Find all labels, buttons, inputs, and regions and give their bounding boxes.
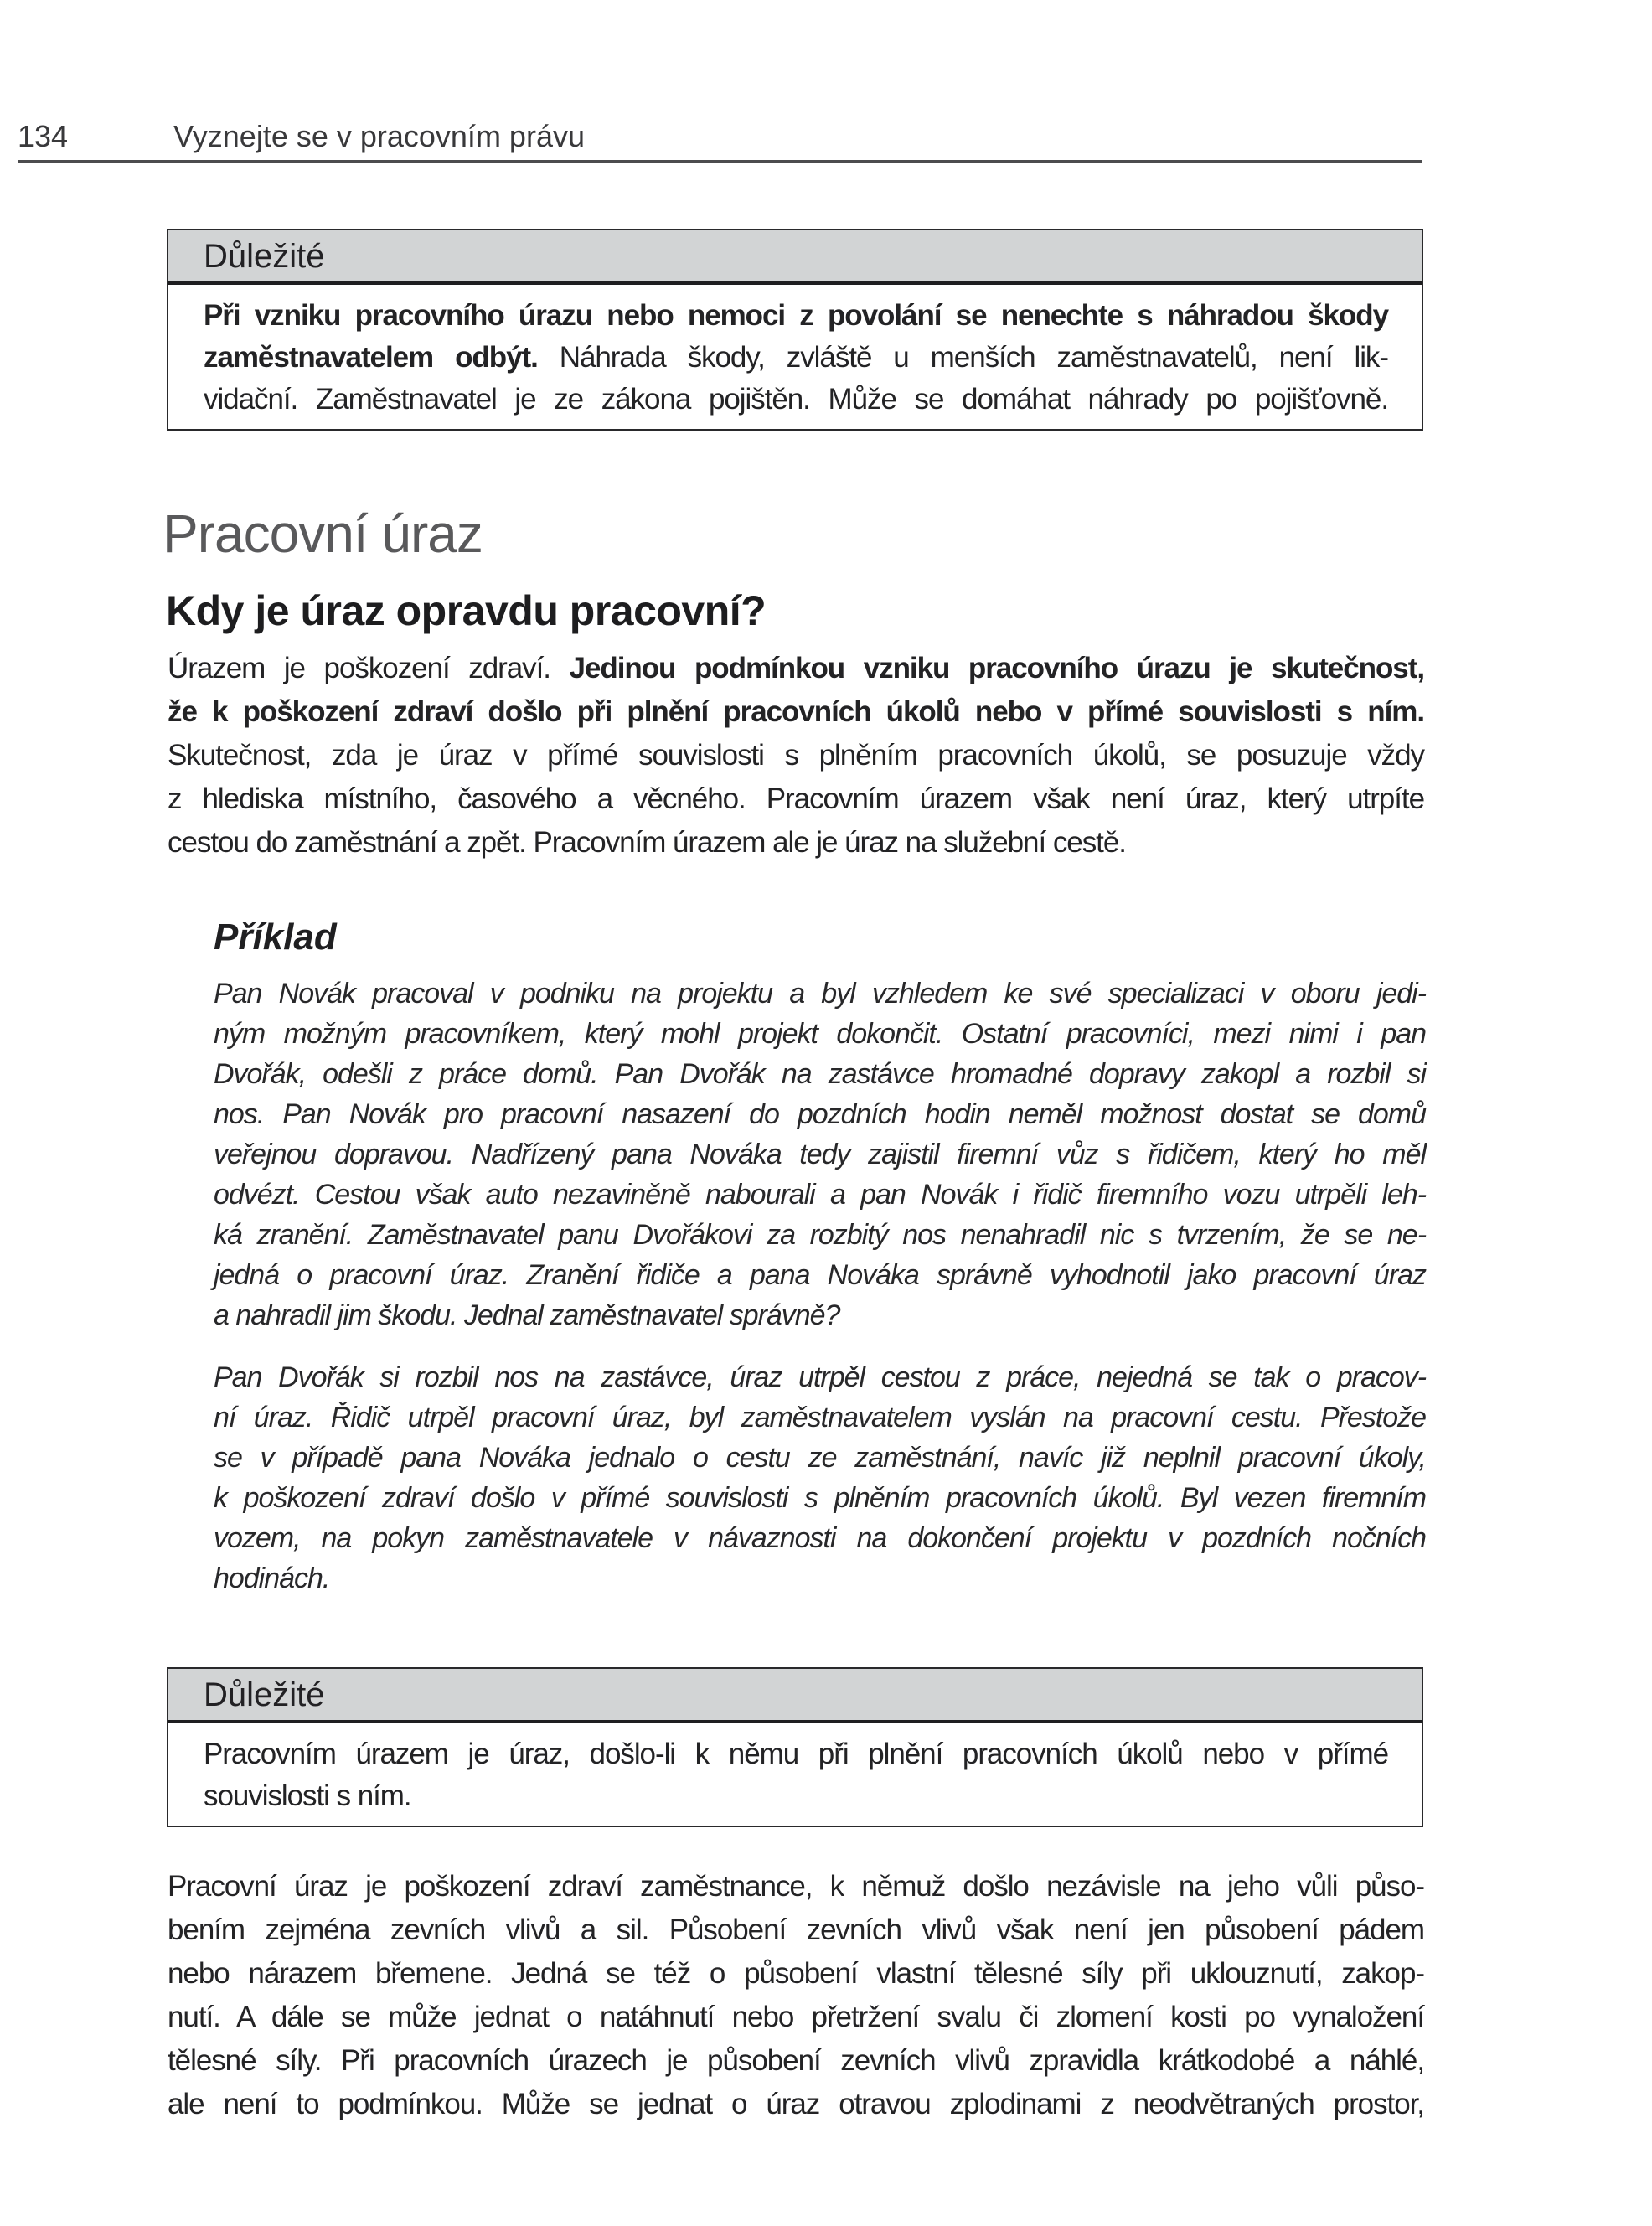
important-box-2 bbox=[167, 1667, 1423, 1827]
text-line: Pan Dvořák si rozbil nos na zastávce, úraz utrpěl cestou z práce, nejedná se tak o pracov- bbox=[214, 1361, 1426, 1393]
text-line: veřejnou dopravou. Nadřízený pana Nováka tedy zajistil firemní vůz s řidičem, který ho měl bbox=[214, 1139, 1426, 1170]
example-paragraph-1 bbox=[214, 974, 1426, 1335]
text-line: nebo nárazem břemene. Jedná se též o působení vlastní tělesné síly při uklouznutí, zakop- bbox=[168, 1957, 1424, 1990]
text-line: Dvořák, odešli z práce domů. Pan Dvořák na zastávce hromadné dopravy zakopl a rozbil si bbox=[214, 1058, 1426, 1090]
text-line: hodinách. bbox=[214, 1562, 330, 1594]
header-rule bbox=[18, 160, 1422, 163]
text-line: a nahradil jim škodu. Jednal zaměstnavatel správně? bbox=[214, 1299, 840, 1331]
text-line: Při vzniku pracovního úrazu nebo nemoci z povolání se nenechte s náhradou škody bbox=[204, 299, 1388, 332]
text-line: vozem, na pokyn zaměstnavatele v návaznosti na dokončení projektu v pozdních nočních bbox=[214, 1522, 1426, 1554]
example-section bbox=[214, 917, 1426, 1598]
text-line: tělesné síly. Při pracovních úrazech je působení zevních vlivů zpravidla krátkodobé a náhlé, bbox=[168, 2044, 1424, 2077]
text-line: nos. Pan Novák pro pracovní nasazení do pozdních hodin neměl možnost dostat se domů bbox=[214, 1098, 1426, 1130]
text-line: vidační. Zaměstnavatel je ze zákona pojištěn. Může se domáhat náhrady po pojišťovně. bbox=[204, 383, 1388, 416]
important-box-2-title: Důležité bbox=[168, 1669, 1422, 1723]
important-box-1-body bbox=[168, 285, 1422, 429]
text-line: z hlediska místního, časového a věcného. Pracovním úrazem však není úraz, který utrpíte bbox=[168, 782, 1424, 815]
page-number: 134 bbox=[18, 119, 69, 153]
important-box-1 bbox=[167, 229, 1423, 431]
text-line: jedná o pracovní úraz. Zranění řidiče a pana Nováka správně vyhodnotil jako pracovní úraz bbox=[214, 1259, 1426, 1291]
text-line: cestou do zaměstnání a zpět. Pracovním úrazem ale je úraz na služební cestě. bbox=[168, 826, 1126, 859]
running-head-title: Vyznejte se v pracovním právu bbox=[173, 119, 585, 153]
intro-paragraph bbox=[168, 647, 1424, 865]
important-box-1-title: Důležité bbox=[168, 230, 1422, 285]
example-paragraph-2 bbox=[214, 1357, 1426, 1598]
text-line: k poškození zdraví došlo v přímé souvislosti s plněním pracovních úkolů. Byl vezen firemním bbox=[214, 1482, 1426, 1514]
section-title: Pracovní úraz bbox=[163, 504, 483, 564]
text-line: Pan Novák pracoval v podniku na projektu a byl vzhledem ke své specializaci v oboru jedi- bbox=[214, 978, 1426, 1010]
running-head bbox=[18, 119, 1422, 154]
text-line: že k poškození zdraví došlo při plnění pracovních úkolů nebo v přímé souvislosti s ním. bbox=[168, 695, 1424, 728]
text-line: Pracovní úraz je poškození zdraví zaměstnance, k němuž došlo nezávisle na jeho vůli půso- bbox=[168, 1870, 1424, 1903]
text-line: odvézt. Cestou však auto nezaviněně nabourali a pan Novák i řidič firemního vozu utrpěli leh- bbox=[214, 1179, 1426, 1211]
text-line: ní úraz. Řidič utrpěl pracovní úraz, byl zaměstnavatelem vyslán na pracovní cestu. Přestože bbox=[214, 1402, 1426, 1433]
example-title: Příklad bbox=[214, 917, 337, 958]
important-box-2-body bbox=[168, 1723, 1422, 1826]
text-line: ale není to podmínkou. Může se jednat o úraz otravou zplodinami z neodvětraných prostor, bbox=[168, 2088, 1424, 2120]
text-line: souvislosti s ním. bbox=[204, 1779, 411, 1812]
text-line: bením zejména zevních vlivů a sil. Působení zevních vlivů však není jen působení pádem bbox=[168, 1914, 1424, 1946]
text-line: nutí. A dále se může jednat o natáhnutí nebo přetržení svalu či zlomení kosti po vynaložení bbox=[168, 2001, 1424, 2033]
text-line: Pracovním úrazem je úraz, došlo-li k němu při plnění pracovních úkolů nebo v přímé bbox=[204, 1738, 1388, 1770]
section-subtitle: Kdy je úraz opravdu pracovní? bbox=[166, 587, 767, 634]
text-line: zaměstnavatelem odbýt. Náhrada škody, zvláště u menších zaměstnavatelů, není lik- bbox=[204, 341, 1388, 374]
text-line: se v případě pana Nováka jednalo o cestu ze zaměstnání, navíc již neplnil pracovní úkoly, bbox=[214, 1442, 1426, 1474]
text-line: ká zranění. Zaměstnavatel panu Dvořákovi za rozbitý nos nenahradil nic s tvrzením, že se ne- bbox=[214, 1219, 1426, 1251]
closing-paragraph bbox=[168, 1865, 1424, 2126]
text-line: Úrazem je poškození zdraví. Jedinou podmínkou vzniku pracovního úrazu je skutečnost, bbox=[168, 652, 1424, 684]
text-line: Skutečnost, zda je úraz v přímé souvislosti s plněním pracovních úkolů, se posuzuje vždy bbox=[168, 739, 1424, 772]
text-line: ným možným pracovníkem, který mohl projekt dokončit. Ostatní pracovníci, mezi nimi i pan bbox=[214, 1018, 1426, 1050]
